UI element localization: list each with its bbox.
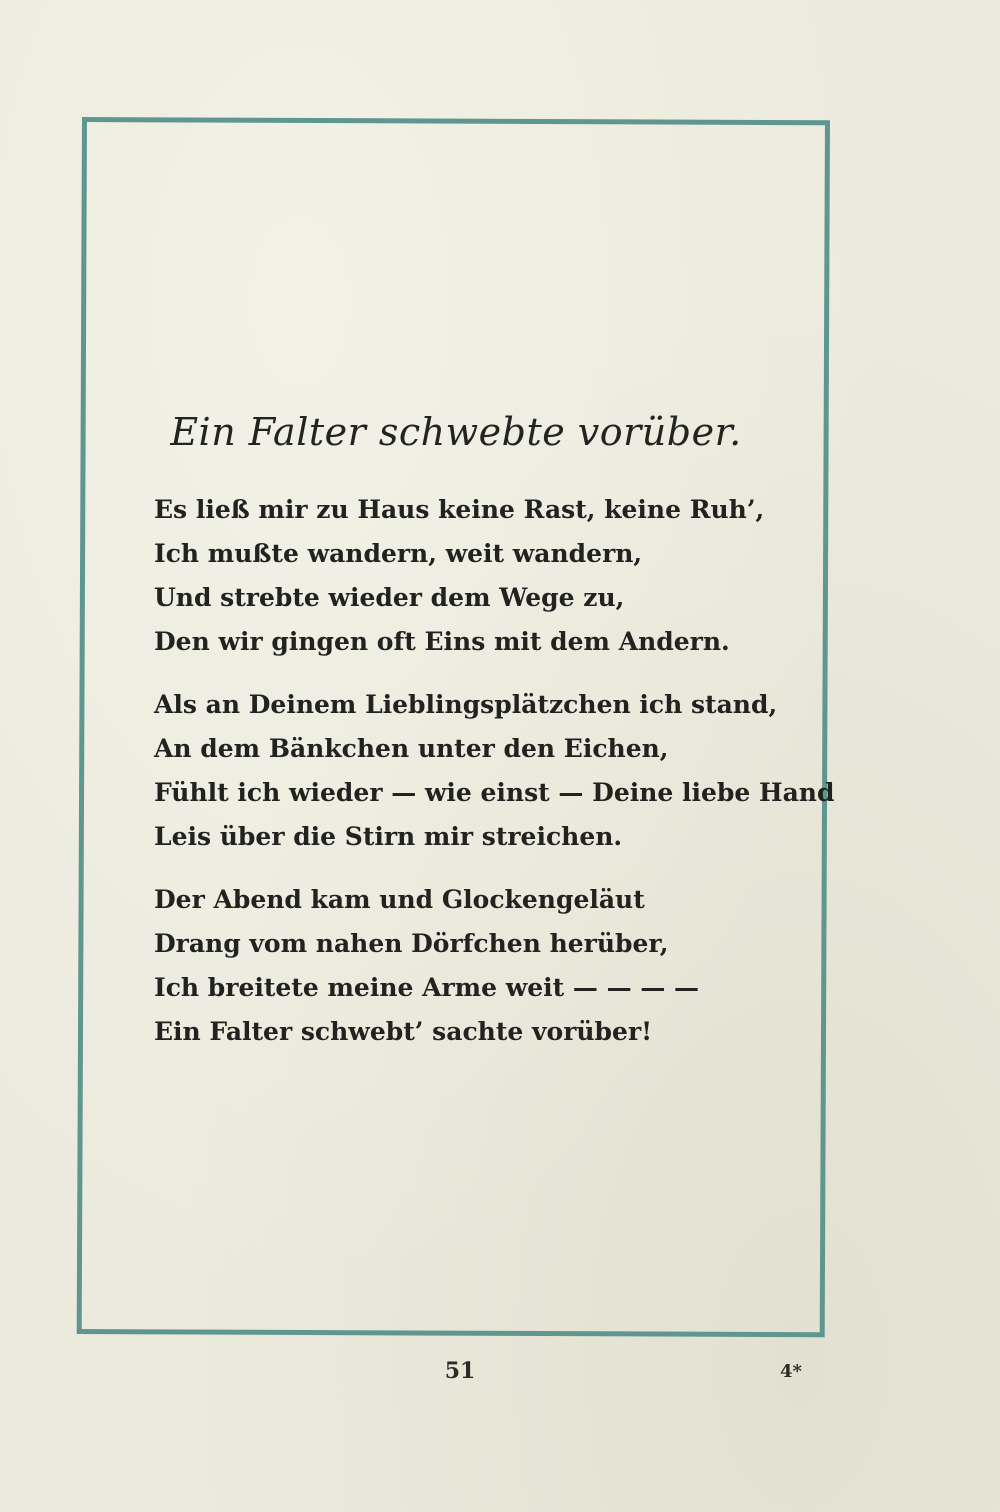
- poem-line: Der Abend kam und Glockengeläut: [154, 885, 645, 914]
- poem-line: Ich breitete meine Arme weit — — — —: [154, 973, 700, 1002]
- page-number: 51: [444, 1358, 476, 1384]
- poem-line: Drang vom nahen Dörfchen herüber,: [154, 929, 669, 958]
- poem-line: Es ließ mir zu Haus keine Rast, keine Ruh’,: [154, 495, 765, 524]
- stanza-1: [154, 488, 794, 664]
- poem-line: Den wir gingen oft Eins mit dem Andern.: [154, 627, 730, 656]
- signature-mark: 4*: [780, 1361, 802, 1382]
- poem-line: Fühlt ich wieder — wie einst — Deine liebe Hand: [154, 778, 835, 807]
- stanza-3: [154, 878, 794, 1054]
- poem-line: Leis über die Stirn mir streichen.: [154, 822, 623, 851]
- poem-line: An dem Bänkchen unter den Eichen,: [154, 734, 669, 763]
- poem-line: Ich mußte wandern, weit wandern,: [154, 539, 643, 568]
- poem-line: Ein Falter schwebt’ sachte vorüber!: [154, 1017, 653, 1046]
- poem-title: Ein Falter schwebte vorüber.: [170, 410, 742, 454]
- poem-line: Als an Deinem Lieblingsplätzchen ich stand,: [154, 690, 778, 719]
- poem-body: [154, 488, 835, 1073]
- stanza-2: [154, 683, 835, 859]
- poem-line: Und strebte wieder dem Wege zu,: [154, 583, 625, 612]
